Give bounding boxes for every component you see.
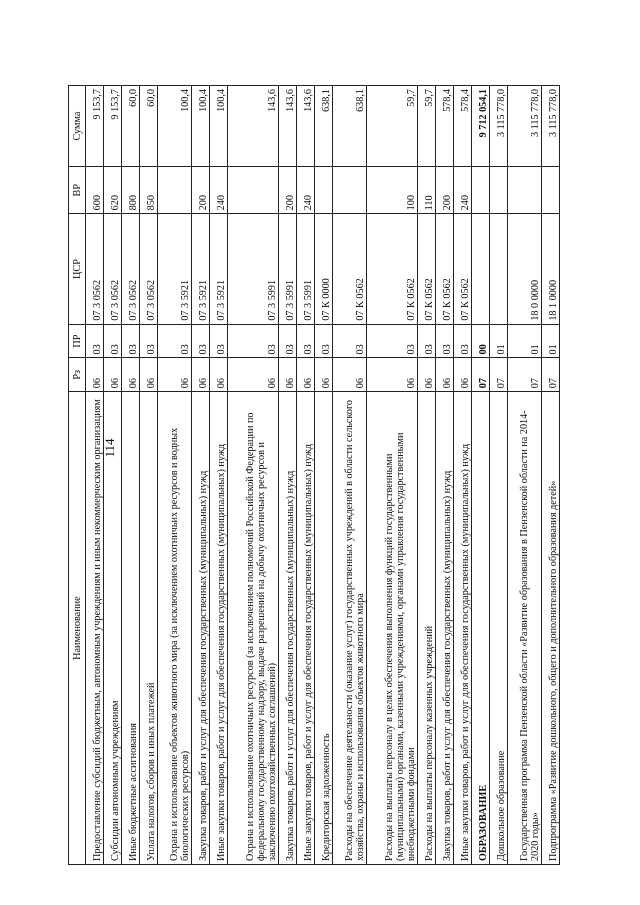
row-sum: 638,1	[332, 86, 366, 167]
row-sum: 60,0	[139, 86, 157, 167]
row-csr: 07 К 0562	[417, 214, 435, 324]
table-row	[228, 86, 279, 865]
header-csr: ЦСР	[69, 214, 86, 324]
row-rz: 07	[489, 358, 507, 392]
row-pr: 03	[121, 324, 139, 358]
row-vr: 240	[296, 167, 314, 214]
row-csr: 07 3 0562	[103, 214, 121, 324]
row-name: Иные закупки товаров, работ и услуг для обеспечения государственных (муниципальных) нужд	[210, 392, 228, 865]
row-sum: 100,4	[192, 86, 210, 167]
row-name: Расходы на выплаты персоналу казенных учреждений	[417, 392, 435, 865]
row-pr: 01	[541, 324, 559, 358]
table-row	[507, 86, 541, 865]
row-vr	[489, 167, 507, 214]
table-row	[332, 86, 366, 865]
row-rz: 06	[332, 358, 366, 392]
table-row	[296, 86, 314, 865]
rotated-table-container	[68, 85, 560, 865]
row-csr: 07 3 5921	[157, 214, 191, 324]
row-vr: 600	[86, 167, 104, 214]
row-sum: 578,4	[435, 86, 453, 167]
header-rz: Рз	[69, 358, 86, 392]
row-pr: 03	[228, 324, 279, 358]
row-vr	[332, 167, 366, 214]
row-vr: 620	[103, 167, 121, 214]
table-row	[367, 86, 418, 865]
row-sum: 3 115 778,0	[541, 86, 559, 167]
row-vr	[228, 167, 279, 214]
row-rz: 06	[278, 358, 296, 392]
table-row	[314, 86, 332, 865]
row-name: ОБРАЗОВАНИЕ	[471, 392, 489, 865]
row-sum: 143,6	[296, 86, 314, 167]
row-rz: 06	[103, 358, 121, 392]
row-pr: 03	[192, 324, 210, 358]
row-csr: 07 К 0562	[332, 214, 366, 324]
row-csr: 07 К 0562	[435, 214, 453, 324]
row-csr: 07 3 5991	[296, 214, 314, 324]
row-name: Дошкольное образование	[489, 392, 507, 865]
row-pr: 01	[489, 324, 507, 358]
row-pr: 03	[435, 324, 453, 358]
row-sum: 9 153,7	[86, 86, 104, 167]
row-csr: 07 К 0000	[314, 214, 332, 324]
row-rz: 06	[157, 358, 191, 392]
row-sum: 9 712 054,1	[471, 86, 489, 167]
row-name: Иные закупки товаров, работ и услуг для обеспечения государственных (муниципальных) нужд	[296, 392, 314, 865]
row-pr: 03	[296, 324, 314, 358]
row-rz: 06	[228, 358, 279, 392]
row-pr: 00	[471, 324, 489, 358]
table-row	[103, 86, 121, 865]
row-pr: 01	[507, 324, 541, 358]
row-name: Охрана и использование охотничьих ресурсов (за исключением полномочий Российской Федерации по федеральному государственному надзору, выдаче разрешений на добычу охотничьих ресурсов и заключению охотхозяйственных соглашений)	[228, 392, 279, 865]
row-name: Закупка товаров, работ и услуг для обеспечения государственных (муниципальных) нужд	[192, 392, 210, 865]
row-rz: 06	[435, 358, 453, 392]
table-row	[139, 86, 157, 865]
page-number: 114	[102, 438, 117, 458]
row-name: Расходы на выплаты персоналу в целях обеспечения выполнения функций государственными (муниципальными) органами, казенными учреждениями, органами управления государственными внебюджетными фондами	[367, 392, 418, 865]
row-name: Государственная программа Пензенской области «Развитие образования в Пензенской области на 2014-2020 годы»	[507, 392, 541, 865]
row-name: Закупка товаров, работ и услуг для обеспечения государственных (муниципальных) нужд	[435, 392, 453, 865]
row-pr: 03	[332, 324, 366, 358]
row-rz: 06	[314, 358, 332, 392]
table-row	[471, 86, 489, 865]
row-rz: 06	[139, 358, 157, 392]
table-row	[453, 86, 471, 865]
row-name: Расходы на обеспечение деятельности (оказание услуг) государственных учреждений в области сельского хозяйства, охраны и использования объектов животного мира	[332, 392, 366, 865]
row-rz: 07	[507, 358, 541, 392]
table-row	[541, 86, 559, 865]
row-sum: 143,6	[278, 86, 296, 167]
row-sum: 638,1	[314, 86, 332, 167]
table-row	[278, 86, 296, 865]
row-name: Охрана и использование объектов животного мира (за исключением охотничьих ресурсов и водных биологических ресурсов)	[157, 392, 191, 865]
row-sum: 3 115 778,0	[489, 86, 507, 167]
row-sum: 59,7	[417, 86, 435, 167]
row-vr	[314, 167, 332, 214]
row-name: Уплата налогов, сборов и иных платежей	[139, 392, 157, 865]
row-name: Закупка товаров, работ и услуг для обеспечения государственных (муниципальных) нужд	[278, 392, 296, 865]
row-vr: 240	[453, 167, 471, 214]
row-sum: 143,6	[228, 86, 279, 167]
row-rz: 06	[86, 358, 104, 392]
row-rz: 06	[367, 358, 418, 392]
table-row	[192, 86, 210, 865]
row-pr: 03	[367, 324, 418, 358]
table-row	[435, 86, 453, 865]
row-rz: 06	[210, 358, 228, 392]
row-pr: 03	[86, 324, 104, 358]
row-vr: 200	[192, 167, 210, 214]
row-name: Предоставление субсидий бюджетным, автономным учреждениям и иным некоммерческим организациям	[86, 392, 104, 865]
row-csr: 07 К 0562	[367, 214, 418, 324]
row-vr: 240	[210, 167, 228, 214]
row-vr	[541, 167, 559, 214]
table-row	[121, 86, 139, 865]
header-sum: Сумма	[69, 86, 86, 167]
header-vr: ВР	[69, 167, 86, 214]
row-sum: 9 153,7	[103, 86, 121, 167]
row-csr: 07 3 0562	[86, 214, 104, 324]
row-vr: 200	[435, 167, 453, 214]
row-csr: 07 3 5921	[192, 214, 210, 324]
row-rz: 06	[192, 358, 210, 392]
row-name: Подпрограмма «Развитие дошкольного, общего и дополнительного образования детей»	[541, 392, 559, 865]
table-row	[210, 86, 228, 865]
row-vr: 200	[278, 167, 296, 214]
row-rz: 07	[471, 358, 489, 392]
table-row	[86, 86, 104, 865]
row-vr	[471, 167, 489, 214]
row-csr: 18 0 0000	[507, 214, 541, 324]
row-sum: 100,4	[210, 86, 228, 167]
row-csr: 07 3 5921	[210, 214, 228, 324]
header-name: Наименование	[69, 392, 86, 865]
row-sum: 100,4	[157, 86, 191, 167]
row-vr	[507, 167, 541, 214]
row-rz: 07	[541, 358, 559, 392]
header-pr: ПР	[69, 324, 86, 358]
row-pr: 03	[453, 324, 471, 358]
row-csr: 18 1 0000	[541, 214, 559, 324]
row-sum: 3 115 778,0	[507, 86, 541, 167]
row-sum: 60,0	[121, 86, 139, 167]
row-csr: 07 3 0562	[121, 214, 139, 324]
row-pr: 03	[157, 324, 191, 358]
row-rz: 06	[417, 358, 435, 392]
table-row	[157, 86, 191, 865]
row-rz: 06	[453, 358, 471, 392]
row-csr: 07 К 0562	[453, 214, 471, 324]
table-row	[489, 86, 507, 865]
row-rz: 06	[296, 358, 314, 392]
row-csr	[489, 214, 507, 324]
row-sum: 578,4	[453, 86, 471, 167]
row-vr: 110	[417, 167, 435, 214]
row-pr: 03	[139, 324, 157, 358]
row-pr: 03	[417, 324, 435, 358]
row-pr: 03	[314, 324, 332, 358]
table-body	[86, 86, 560, 865]
row-rz: 06	[121, 358, 139, 392]
row-pr: 03	[210, 324, 228, 358]
row-vr: 100	[367, 167, 418, 214]
row-sum: 59,7	[367, 86, 418, 167]
row-csr	[471, 214, 489, 324]
table-header-row	[69, 86, 86, 865]
row-name: Иные бюджетные ассигнования	[121, 392, 139, 865]
row-csr: 07 3 0562	[139, 214, 157, 324]
row-name: Кредиторская задолженность	[314, 392, 332, 865]
row-vr: 800	[121, 167, 139, 214]
budget-table	[68, 85, 560, 865]
table-row	[417, 86, 435, 865]
row-pr: 03	[103, 324, 121, 358]
row-name: Иные закупки товаров, работ и услуг для обеспечения государственных (муниципальных) нужд	[453, 392, 471, 865]
row-pr: 03	[278, 324, 296, 358]
row-vr	[157, 167, 191, 214]
row-csr: 07 3 5991	[228, 214, 279, 324]
row-vr: 850	[139, 167, 157, 214]
row-name: Субсидии автономным учреждениям	[103, 392, 121, 865]
row-csr: 07 3 5991	[278, 214, 296, 324]
